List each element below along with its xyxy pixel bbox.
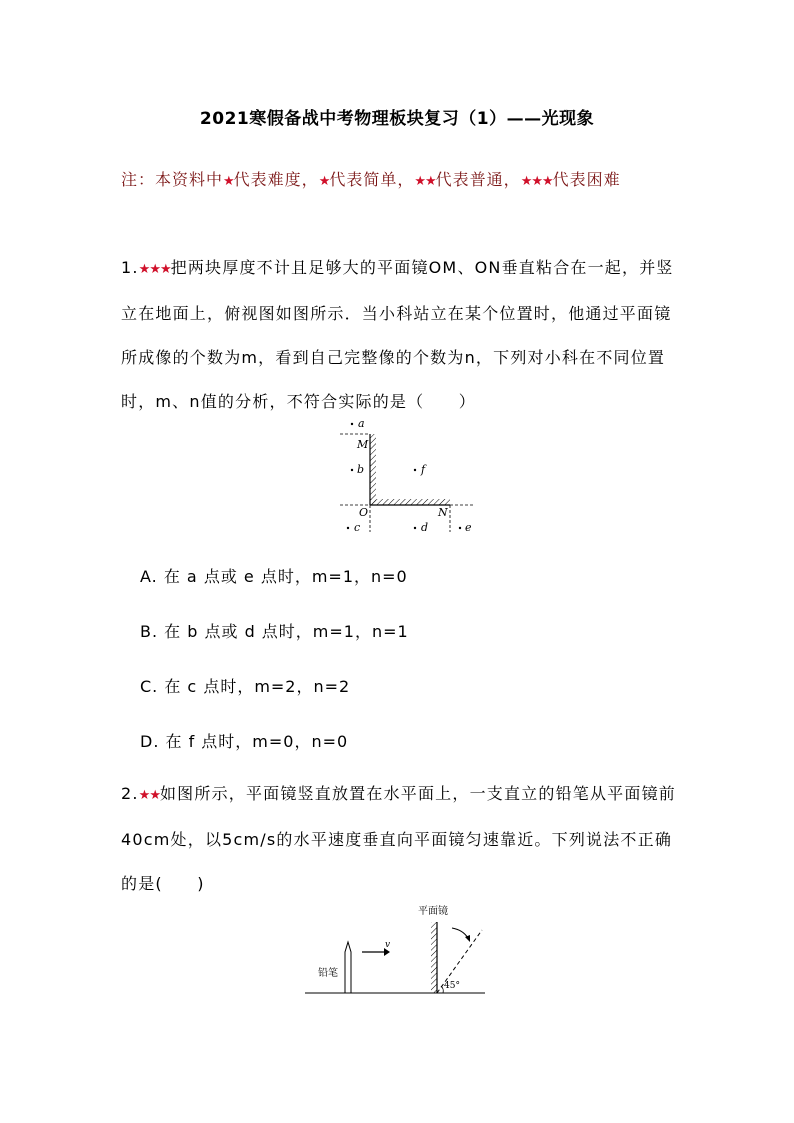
- note-label-normal: 代表普通，: [435, 170, 521, 189]
- question-text: 把两块厚度不计且足够大的平面镜OM、ON垂直粘合在一起，并竖立在地面上，俯视图如图所示．当小科站立在某个位置时，他通过平面镜所成像的个数为m，看到自己完整像的个数为n，下列对小科在不同位置时，m、n值的分析，不符合实际的是（ ）: [121, 258, 674, 411]
- label-e: e: [465, 521, 472, 534]
- star-icon: ★★: [414, 174, 436, 189]
- label-f: f: [421, 463, 426, 476]
- difficulty-note: [121, 160, 681, 202]
- label-m: M: [357, 438, 369, 451]
- velocity-label: v: [385, 940, 391, 950]
- mirror-label: 平面镜: [418, 906, 448, 917]
- star-icon: ★: [223, 174, 234, 189]
- note-label-hard: 代表困难: [552, 170, 621, 189]
- label-b: b: [357, 463, 365, 476]
- star-icon: ★★★: [138, 262, 171, 277]
- option-b[interactable]: B. 在 b 点或 d 点时，m=1，n=1: [140, 622, 409, 641]
- page-title: 2021寒假备战中考物理板块复习（1）——光现象: [199, 109, 595, 129]
- angle-label: 45°: [444, 981, 460, 991]
- question-1: [121, 246, 681, 424]
- label-d: d: [421, 521, 429, 534]
- label-c: c: [354, 521, 361, 534]
- option-d[interactable]: D. 在 f 点时，m=0，n=0: [140, 732, 349, 751]
- question-number: 1.: [121, 258, 139, 277]
- pencil-mirror-figure: [300, 900, 495, 1000]
- question-number: 2.: [121, 784, 139, 803]
- mirror-figure: [330, 410, 490, 540]
- note-prefix: 注：本资料中: [121, 170, 224, 189]
- label-a: a: [358, 417, 365, 430]
- label-n: N: [438, 506, 448, 519]
- note-label-difficulty: 代表难度，: [233, 170, 319, 189]
- question-2: [121, 772, 681, 906]
- option-a[interactable]: A. 在 a 点或 e 点时，m=1，n=0: [140, 567, 408, 586]
- option-c[interactable]: C. 在 c 点时，m=2，n=2: [140, 677, 351, 696]
- label-o: O: [359, 506, 369, 519]
- note-label-easy: 代表简单，: [329, 170, 415, 189]
- question-text: 如图所示，平面镜竖直放置在水平面上，一支直立的铅笔从平面镜前40cm处，以5cm/s的水平速度垂直向平面镜匀速靠近。下列说法不正确的是( ): [121, 784, 676, 893]
- star-icon: ★: [318, 174, 330, 189]
- star-icon: ★★★: [520, 174, 553, 189]
- pencil-label: 铅笔: [318, 968, 338, 979]
- pencil-icon: [345, 942, 351, 993]
- star-icon: ★★: [138, 788, 160, 803]
